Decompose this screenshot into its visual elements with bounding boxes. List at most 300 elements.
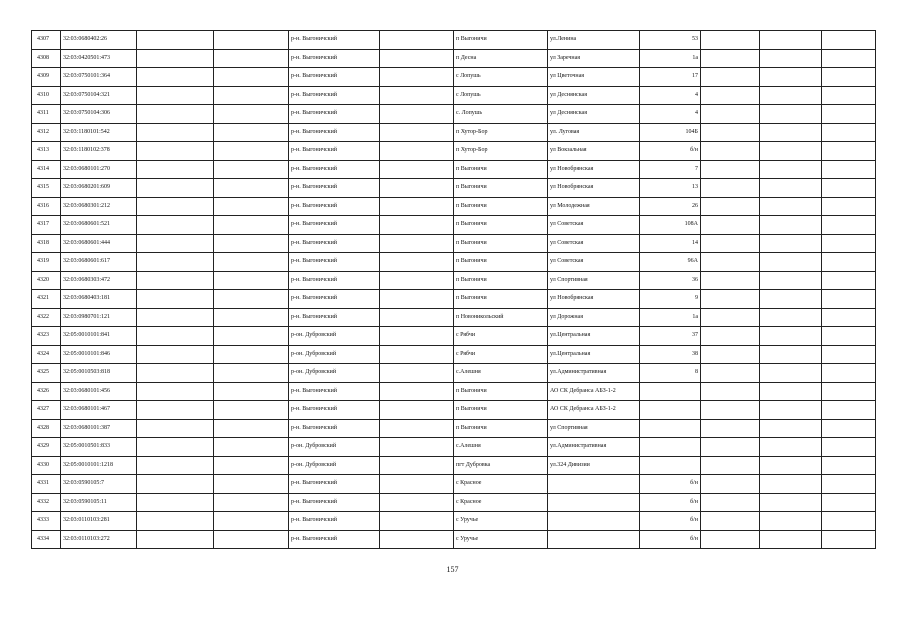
locality: с Уручье xyxy=(454,512,548,531)
district: р-н. Выгоничский xyxy=(289,271,380,290)
empty-cell xyxy=(214,512,289,531)
empty-cell xyxy=(701,345,760,364)
district: р-н. Выгоничский xyxy=(289,401,380,420)
house-number: 38 xyxy=(640,345,701,364)
district: р-он. Дубровский xyxy=(289,438,380,457)
house-number: 26 xyxy=(640,197,701,216)
locality: п Выгоничи xyxy=(454,419,548,438)
district: р-н. Выгоничский xyxy=(289,142,380,161)
row-number: 4313 xyxy=(32,142,61,161)
empty-cell xyxy=(822,401,876,420)
locality: п Выгоничи xyxy=(454,382,548,401)
row-number: 4331 xyxy=(32,475,61,494)
empty-cell xyxy=(760,419,822,438)
empty-cell xyxy=(760,290,822,309)
empty-cell xyxy=(380,475,454,494)
cadastral-number: 32:03:0680601:617 xyxy=(61,253,137,272)
table-row xyxy=(32,493,876,512)
empty-cell xyxy=(214,31,289,50)
empty-cell xyxy=(214,345,289,364)
empty-cell xyxy=(760,271,822,290)
empty-cell xyxy=(137,512,214,531)
street: ул Вокзальная xyxy=(548,142,640,161)
district: р-н. Выгоничский xyxy=(289,234,380,253)
empty-cell xyxy=(380,345,454,364)
locality: п Выгоничи xyxy=(454,290,548,309)
empty-cell xyxy=(380,253,454,272)
table-row xyxy=(32,86,876,105)
table-row xyxy=(32,382,876,401)
empty-cell xyxy=(701,327,760,346)
empty-cell xyxy=(701,364,760,383)
locality: п Выгоничи xyxy=(454,160,548,179)
locality: п Выгоничи xyxy=(454,401,548,420)
district: р-н. Выгоничский xyxy=(289,419,380,438)
empty-cell xyxy=(380,456,454,475)
empty-cell xyxy=(214,179,289,198)
empty-cell xyxy=(137,419,214,438)
empty-cell xyxy=(214,382,289,401)
row-number: 4333 xyxy=(32,512,61,531)
empty-cell xyxy=(214,123,289,142)
empty-cell xyxy=(701,68,760,87)
locality: с Лопушь xyxy=(454,68,548,87)
empty-cell xyxy=(760,142,822,161)
house-number: 96А xyxy=(640,253,701,272)
empty-cell xyxy=(701,105,760,124)
street: ул Деснянская xyxy=(548,86,640,105)
table-row xyxy=(32,530,876,549)
cadastral-number: 32:03:0680101:456 xyxy=(61,382,137,401)
row-number: 4326 xyxy=(32,382,61,401)
empty-cell xyxy=(214,197,289,216)
cadastral-number: 32:03:0590105:11 xyxy=(61,493,137,512)
empty-cell xyxy=(214,290,289,309)
row-number: 4318 xyxy=(32,234,61,253)
row-number: 4315 xyxy=(32,179,61,198)
house-number xyxy=(640,419,701,438)
street: ул.324 Дивизии xyxy=(548,456,640,475)
table-row xyxy=(32,68,876,87)
locality: п Выгоничи xyxy=(454,216,548,235)
locality: п Выгоничи xyxy=(454,234,548,253)
locality: с Уручье xyxy=(454,530,548,549)
table-row xyxy=(32,419,876,438)
empty-cell xyxy=(760,234,822,253)
house-number: б/н xyxy=(640,475,701,494)
table-row xyxy=(32,31,876,50)
empty-cell xyxy=(822,271,876,290)
house-number xyxy=(640,401,701,420)
table-row xyxy=(32,327,876,346)
empty-cell xyxy=(760,512,822,531)
district: р-он. Дубровский xyxy=(289,345,380,364)
district: р-н. Выгоничский xyxy=(289,308,380,327)
empty-cell xyxy=(214,308,289,327)
cadastral-number: 32:05:0010501:833 xyxy=(61,438,137,457)
locality: с Лопушь xyxy=(454,86,548,105)
district: р-н. Выгоничский xyxy=(289,493,380,512)
empty-cell xyxy=(760,364,822,383)
table-row xyxy=(32,290,876,309)
table-row xyxy=(32,160,876,179)
row-number: 4311 xyxy=(32,105,61,124)
empty-cell xyxy=(701,530,760,549)
house-number: 17 xyxy=(640,68,701,87)
empty-cell xyxy=(822,31,876,50)
table-row xyxy=(32,123,876,142)
empty-cell xyxy=(701,31,760,50)
table-row xyxy=(32,308,876,327)
empty-cell xyxy=(701,456,760,475)
empty-cell xyxy=(380,512,454,531)
row-number: 4307 xyxy=(32,31,61,50)
empty-cell xyxy=(822,512,876,531)
registry-table-body xyxy=(32,31,876,549)
empty-cell xyxy=(137,438,214,457)
street: ул Новобрянская xyxy=(548,290,640,309)
empty-cell xyxy=(701,179,760,198)
house-number: 36 xyxy=(640,271,701,290)
table-row xyxy=(32,345,876,364)
empty-cell xyxy=(760,197,822,216)
empty-cell xyxy=(701,290,760,309)
empty-cell xyxy=(380,308,454,327)
empty-cell xyxy=(822,419,876,438)
locality: с.Алешня xyxy=(454,438,548,457)
empty-cell xyxy=(137,530,214,549)
row-number: 4324 xyxy=(32,345,61,364)
empty-cell xyxy=(760,308,822,327)
cadastral-number: 32:03:0750104:321 xyxy=(61,86,137,105)
district: р-н. Выгоничский xyxy=(289,31,380,50)
row-number: 4328 xyxy=(32,419,61,438)
cadastral-number: 32:05:0010101:1218 xyxy=(61,456,137,475)
row-number: 4327 xyxy=(32,401,61,420)
empty-cell xyxy=(137,493,214,512)
empty-cell xyxy=(701,197,760,216)
empty-cell xyxy=(822,105,876,124)
cadastral-number: 32:05:0010101:841 xyxy=(61,327,137,346)
empty-cell xyxy=(822,123,876,142)
street: ул Молодежная xyxy=(548,197,640,216)
street: ул.Центральная xyxy=(548,327,640,346)
table-row xyxy=(32,179,876,198)
table-row xyxy=(32,271,876,290)
cadastral-number: 32:03:0590105:7 xyxy=(61,475,137,494)
empty-cell xyxy=(214,364,289,383)
row-number: 4316 xyxy=(32,197,61,216)
locality: с. Лопушь xyxy=(454,105,548,124)
empty-cell xyxy=(137,31,214,50)
empty-cell xyxy=(380,197,454,216)
row-number: 4317 xyxy=(32,216,61,235)
locality: п Новоникольский xyxy=(454,308,548,327)
empty-cell xyxy=(380,105,454,124)
district: р-н. Выгоничский xyxy=(289,253,380,272)
locality: п Хутор-Бор xyxy=(454,142,548,161)
house-number: 4 xyxy=(640,105,701,124)
empty-cell xyxy=(214,105,289,124)
empty-cell xyxy=(137,253,214,272)
empty-cell xyxy=(760,86,822,105)
empty-cell xyxy=(701,438,760,457)
cadastral-number: 32:03:0680403:181 xyxy=(61,290,137,309)
district: р-н. Выгоничский xyxy=(289,475,380,494)
empty-cell xyxy=(701,160,760,179)
empty-cell xyxy=(380,438,454,457)
empty-cell xyxy=(701,271,760,290)
empty-cell xyxy=(137,308,214,327)
empty-cell xyxy=(214,419,289,438)
empty-cell xyxy=(380,401,454,420)
table-row xyxy=(32,253,876,272)
street xyxy=(548,512,640,531)
empty-cell xyxy=(214,253,289,272)
empty-cell xyxy=(380,493,454,512)
row-number: 4322 xyxy=(32,308,61,327)
empty-cell xyxy=(214,49,289,68)
street: ул Советская xyxy=(548,253,640,272)
empty-cell xyxy=(137,160,214,179)
cadastral-number: 32:03:0680101:270 xyxy=(61,160,137,179)
empty-cell xyxy=(214,160,289,179)
table-row xyxy=(32,234,876,253)
empty-cell xyxy=(380,142,454,161)
empty-cell xyxy=(760,216,822,235)
empty-cell xyxy=(214,493,289,512)
house-number: б/н xyxy=(640,142,701,161)
empty-cell xyxy=(822,493,876,512)
street: ул Дорожная xyxy=(548,308,640,327)
empty-cell xyxy=(701,234,760,253)
empty-cell xyxy=(701,419,760,438)
empty-cell xyxy=(380,31,454,50)
empty-cell xyxy=(822,86,876,105)
empty-cell xyxy=(137,382,214,401)
district: р-н. Выгоничский xyxy=(289,530,380,549)
street xyxy=(548,475,640,494)
district: р-н. Выгоничский xyxy=(289,179,380,198)
row-number: 4320 xyxy=(32,271,61,290)
row-number: 4332 xyxy=(32,493,61,512)
locality: с Рябчи xyxy=(454,327,548,346)
house-number: 108А xyxy=(640,216,701,235)
empty-cell xyxy=(214,475,289,494)
locality: с Рябчи xyxy=(454,345,548,364)
table-row xyxy=(32,438,876,457)
street: ул Заречная xyxy=(548,49,640,68)
empty-cell xyxy=(214,401,289,420)
empty-cell xyxy=(701,216,760,235)
empty-cell xyxy=(137,234,214,253)
empty-cell xyxy=(137,142,214,161)
empty-cell xyxy=(137,475,214,494)
house-number: 53 xyxy=(640,31,701,50)
empty-cell xyxy=(822,290,876,309)
empty-cell xyxy=(701,512,760,531)
street: АО СК Дебранса АБЗ-1-2 xyxy=(548,401,640,420)
property-registry-table xyxy=(31,30,876,549)
empty-cell xyxy=(214,438,289,457)
empty-cell xyxy=(760,160,822,179)
district: р-н. Выгоничский xyxy=(289,123,380,142)
empty-cell xyxy=(137,345,214,364)
empty-cell xyxy=(380,86,454,105)
locality: п Десна xyxy=(454,49,548,68)
street: ул Спортивная xyxy=(548,419,640,438)
cadastral-number: 32:05:0010101:846 xyxy=(61,345,137,364)
empty-cell xyxy=(822,475,876,494)
empty-cell xyxy=(701,308,760,327)
empty-cell xyxy=(822,179,876,198)
empty-cell xyxy=(760,401,822,420)
empty-cell xyxy=(822,364,876,383)
cadastral-number: 32:03:0680601:521 xyxy=(61,216,137,235)
street: ул Деснянская xyxy=(548,105,640,124)
row-number: 4325 xyxy=(32,364,61,383)
house-number: 1а xyxy=(640,308,701,327)
street: ул Спортивная xyxy=(548,271,640,290)
row-number: 4319 xyxy=(32,253,61,272)
district: р-он. Дубровский xyxy=(289,364,380,383)
table-row xyxy=(32,197,876,216)
street: ул.Административная xyxy=(548,364,640,383)
street: ул.Административная xyxy=(548,438,640,457)
row-number: 4334 xyxy=(32,530,61,549)
empty-cell xyxy=(380,179,454,198)
empty-cell xyxy=(822,382,876,401)
empty-cell xyxy=(822,49,876,68)
locality: пгт Дубровка xyxy=(454,456,548,475)
empty-cell xyxy=(137,290,214,309)
empty-cell xyxy=(380,68,454,87)
cadastral-number: 32:03:0680301:212 xyxy=(61,197,137,216)
locality: п Выгоничи xyxy=(454,197,548,216)
empty-cell xyxy=(701,253,760,272)
cadastral-number: 32:03:0680101:387 xyxy=(61,419,137,438)
district: р-он. Дубровский xyxy=(289,456,380,475)
empty-cell xyxy=(760,179,822,198)
table-row xyxy=(32,142,876,161)
row-number: 4314 xyxy=(32,160,61,179)
empty-cell xyxy=(137,456,214,475)
empty-cell xyxy=(214,142,289,161)
empty-cell xyxy=(137,216,214,235)
empty-cell xyxy=(380,327,454,346)
table-row xyxy=(32,456,876,475)
empty-cell xyxy=(701,382,760,401)
empty-cell xyxy=(137,68,214,87)
house-number: 8 xyxy=(640,364,701,383)
cadastral-number: 32:03:0680201:609 xyxy=(61,179,137,198)
house-number: 7 xyxy=(640,160,701,179)
row-number: 4330 xyxy=(32,456,61,475)
empty-cell xyxy=(822,308,876,327)
cadastral-number: 32:03:0110103:281 xyxy=(61,512,137,531)
cadastral-number: 32:03:0980701:121 xyxy=(61,308,137,327)
empty-cell xyxy=(137,123,214,142)
district: р-н. Выгоничский xyxy=(289,197,380,216)
street xyxy=(548,530,640,549)
empty-cell xyxy=(214,234,289,253)
empty-cell xyxy=(822,530,876,549)
empty-cell xyxy=(701,493,760,512)
district: р-н. Выгоничский xyxy=(289,160,380,179)
street xyxy=(548,493,640,512)
empty-cell xyxy=(380,234,454,253)
row-number: 4308 xyxy=(32,49,61,68)
district: р-н. Выгоничский xyxy=(289,382,380,401)
empty-cell xyxy=(701,49,760,68)
page-number: 157 xyxy=(446,565,459,574)
row-number: 4312 xyxy=(32,123,61,142)
street: ул.Ленина xyxy=(548,31,640,50)
empty-cell xyxy=(822,327,876,346)
row-number: 4310 xyxy=(32,86,61,105)
empty-cell xyxy=(822,456,876,475)
empty-cell xyxy=(760,456,822,475)
empty-cell xyxy=(380,382,454,401)
locality: с.Алешня xyxy=(454,364,548,383)
empty-cell xyxy=(380,160,454,179)
district: р-н. Выгоничский xyxy=(289,290,380,309)
house-number: 104Б xyxy=(640,123,701,142)
empty-cell xyxy=(822,197,876,216)
house-number xyxy=(640,456,701,475)
empty-cell xyxy=(822,234,876,253)
cadastral-number: 32:03:0680402:26 xyxy=(61,31,137,50)
empty-cell xyxy=(380,123,454,142)
empty-cell xyxy=(822,253,876,272)
house-number: б/н xyxy=(640,512,701,531)
row-number: 4309 xyxy=(32,68,61,87)
empty-cell xyxy=(701,123,760,142)
locality: п Выгоничи xyxy=(454,179,548,198)
empty-cell xyxy=(380,290,454,309)
district: р-н. Выгоничский xyxy=(289,105,380,124)
empty-cell xyxy=(380,530,454,549)
empty-cell xyxy=(760,327,822,346)
empty-cell xyxy=(760,68,822,87)
empty-cell xyxy=(380,216,454,235)
house-number: 14 xyxy=(640,234,701,253)
empty-cell xyxy=(760,123,822,142)
house-number: 9 xyxy=(640,290,701,309)
table-row xyxy=(32,512,876,531)
empty-cell xyxy=(760,49,822,68)
empty-cell xyxy=(137,271,214,290)
empty-cell xyxy=(760,253,822,272)
district: р-н. Выгоничский xyxy=(289,86,380,105)
house-number: 13 xyxy=(640,179,701,198)
district: р-он. Дубровский xyxy=(289,327,380,346)
empty-cell xyxy=(380,419,454,438)
house-number: 4 xyxy=(640,86,701,105)
empty-cell xyxy=(822,68,876,87)
empty-cell xyxy=(701,475,760,494)
empty-cell xyxy=(137,86,214,105)
house-number: 37 xyxy=(640,327,701,346)
empty-cell xyxy=(822,438,876,457)
street: ул.Центральная xyxy=(548,345,640,364)
street: ул Новобрянская xyxy=(548,160,640,179)
empty-cell xyxy=(137,327,214,346)
empty-cell xyxy=(380,364,454,383)
row-number: 4329 xyxy=(32,438,61,457)
empty-cell xyxy=(380,49,454,68)
district: р-н. Выгоничский xyxy=(289,216,380,235)
